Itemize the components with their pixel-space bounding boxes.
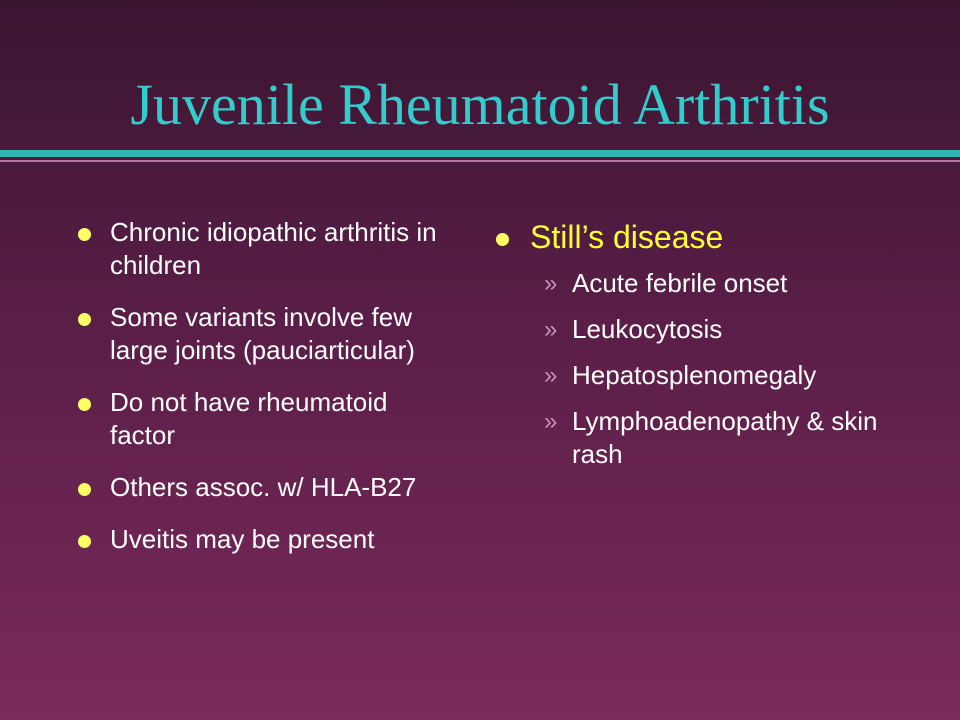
bullet-dot-icon (78, 228, 91, 241)
heading-text: Still’s disease (530, 219, 724, 255)
bullet-item (78, 301, 458, 367)
left-bullet-list (78, 216, 458, 575)
sub-bullet-text: Leukocytosis (572, 314, 723, 344)
bullet-item (78, 216, 458, 282)
sub-bullet-marker: » (544, 408, 558, 435)
bullet-dot-icon (78, 483, 91, 496)
title-divider-thin (0, 160, 960, 162)
title-divider (0, 150, 960, 157)
sub-bullet-text: Acute febrile onset (572, 268, 788, 298)
stills-disease-heading (496, 218, 896, 256)
sub-bullet-item (496, 359, 896, 392)
sub-bullet-marker: » (544, 316, 558, 343)
bullet-text: Uveitis may be present (110, 524, 375, 554)
sub-bullet-item (496, 313, 896, 346)
bullet-item (78, 471, 458, 504)
bullet-dot-icon (496, 233, 509, 246)
sub-bullet-item (496, 267, 896, 300)
sub-bullet-marker: » (544, 362, 558, 389)
bullet-item (78, 523, 458, 556)
sub-bullet-text: Hepatosplenomegaly (572, 360, 817, 390)
bullet-item (78, 386, 458, 452)
right-bullet-list (496, 218, 896, 484)
bullet-dot-icon (78, 535, 91, 548)
bullet-dot-icon (78, 398, 91, 411)
sub-bullet-text: Lymphoadenopathy & skin rash (572, 406, 878, 469)
bullet-text: Some variants involve few large joints (pauciarticular) (110, 302, 415, 365)
bullet-text: Chronic idiopathic arthritis in children (110, 217, 437, 280)
bullet-dot-icon (78, 313, 91, 326)
bullet-text: Others assoc. w/ HLA-B27 (110, 472, 417, 502)
sub-bullet-item (496, 405, 896, 471)
bullet-text: Do not have rheumatoid factor (110, 387, 388, 450)
slide-title: Juvenile Rheumatoid Arthritis (130, 72, 830, 137)
sub-bullet-marker: » (544, 270, 558, 297)
